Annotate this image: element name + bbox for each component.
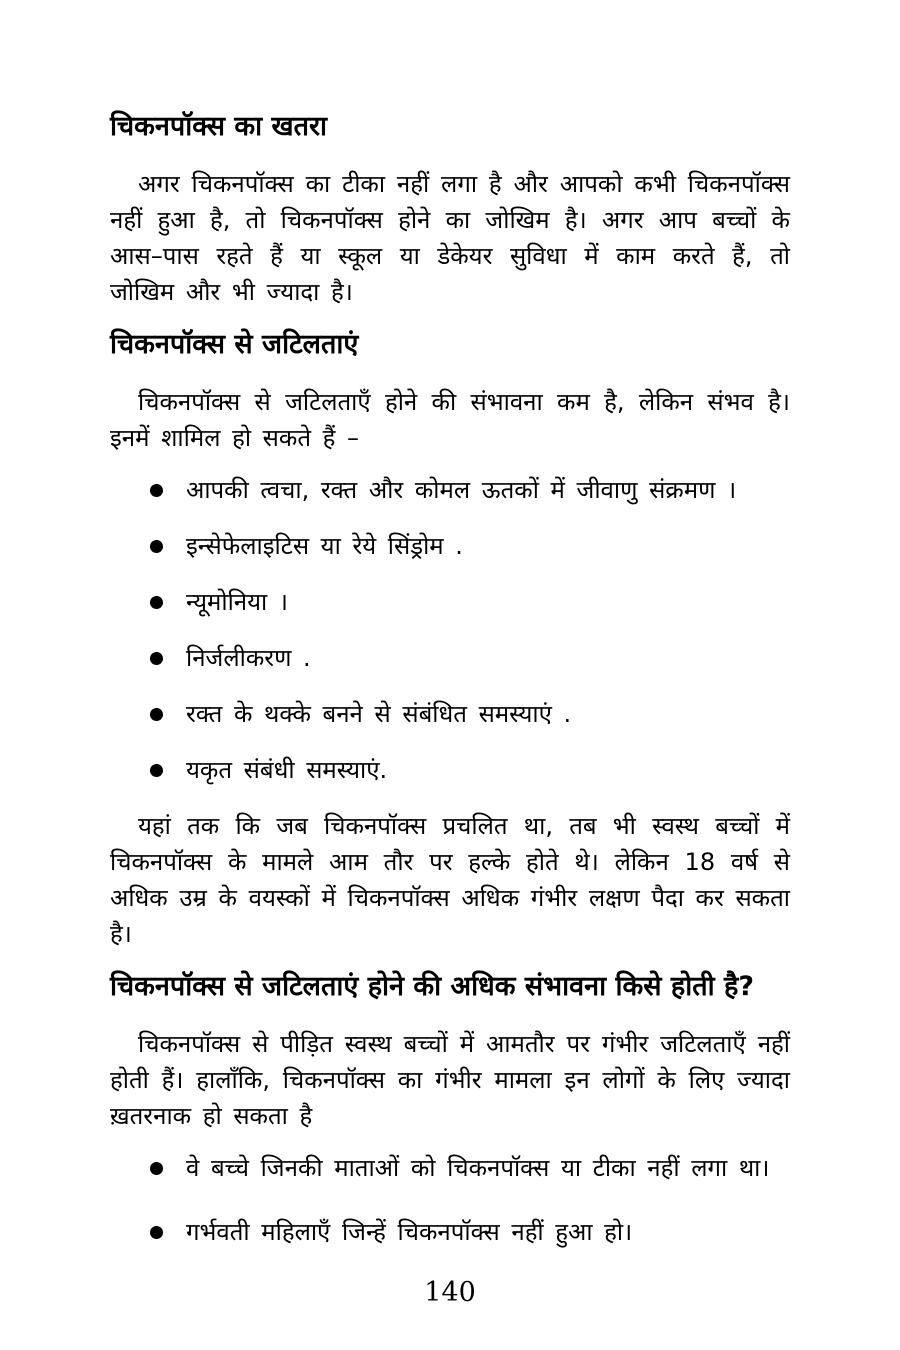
list-item-text: आपकी त्वचा, रक्त और कोमल ऊतकों में जीवाणु संक्रमण ।	[186, 476, 737, 504]
bullet-icon	[150, 1226, 163, 1239]
bullet-icon	[150, 1162, 163, 1175]
bullet-icon	[150, 652, 163, 665]
bullet-icon	[150, 764, 163, 777]
paragraph-who-intro: चिकनपॉक्स से पीड़ित स्वस्थ बच्चों में आमतौर पर गंभीर जटिलताएँ नहीं होती हैं। हालाँकि, चिकनपॉक्स का गंभीर मामला इन लोगों के लिए ज्यादा ख़तरनाक हो सकता है	[110, 1030, 790, 1130]
list-item	[110, 640, 790, 676]
list-item	[110, 696, 790, 732]
section-heading-complications: चिकनपॉक्स से जटिलताएं	[110, 329, 359, 360]
list-item-text: निर्जलीकरण .	[186, 644, 311, 672]
list-item	[110, 1214, 790, 1250]
list-item-text: गर्भवती महिलाएँ जिन्हें चिकनपॉक्स नहीं हुआ हो।	[186, 1218, 633, 1246]
complications-list	[110, 472, 790, 788]
list-item	[110, 752, 790, 788]
section-heading-risk: चिकनपॉक्स का खतरा	[110, 111, 328, 142]
list-item-text: यकृत संबंधी समस्याएं.	[186, 756, 388, 784]
list-item	[110, 528, 790, 564]
list-item-text: न्यूमोनिया ।	[186, 588, 288, 616]
bullet-icon	[150, 596, 163, 609]
bullet-icon	[150, 484, 163, 497]
bullet-icon	[150, 708, 163, 721]
list-item	[110, 1150, 790, 1186]
at-risk-list	[110, 1150, 790, 1250]
list-item-text: वे बच्चे जिनकी माताओं को चिकनपॉक्स या टीका नहीं लगा था।	[186, 1154, 770, 1182]
paragraph-prevalence: यहां तक कि जब चिकनपॉक्स प्रचलित था, तब भी स्वस्थ बच्चों में चिकनपॉक्स के मामले आम तौर पर हल्के होते थे। लेकिन 18 वर्ष से अधिक उम्र के वयस्कों में चिकनपॉक्स अधिक गंभीर लक्षण पैदा कर सकता है।	[110, 812, 790, 948]
paragraph-complications-intro: चिकनपॉक्स से जटिलताएँ होने की संभावना कम है, लेकिन संभव है। इनमें शामिल हो सकते हैं –	[110, 388, 790, 452]
list-item-text: इन्सेफेलाइटिस या रेये सिंड्रोम .	[186, 532, 463, 560]
list-item	[110, 472, 790, 508]
page-number: 140	[424, 1277, 476, 1308]
list-item	[110, 584, 790, 620]
bullet-icon	[150, 540, 163, 553]
paragraph-risk: अगर चिकनपॉक्स का टीका नहीं लगा है और आपको कभी चिकनपॉक्स नहीं हुआ है, तो चिकनपॉक्स होने का जोखिम है। अगर आप बच्चों के आस–पास रहते हैं या स्कूल या डेकेयर सुविधा में काम करते हैं, तो जोखिम और भी ज्यादा है।	[110, 170, 790, 306]
section-heading-who-at-risk: चिकनपॉक्स से जटिलताएं होने की अधिक संभावना किसे होती है?	[110, 971, 755, 1002]
list-item-text: रक्त के थक्के बनने से संबंधित समस्याएं .	[186, 700, 572, 728]
